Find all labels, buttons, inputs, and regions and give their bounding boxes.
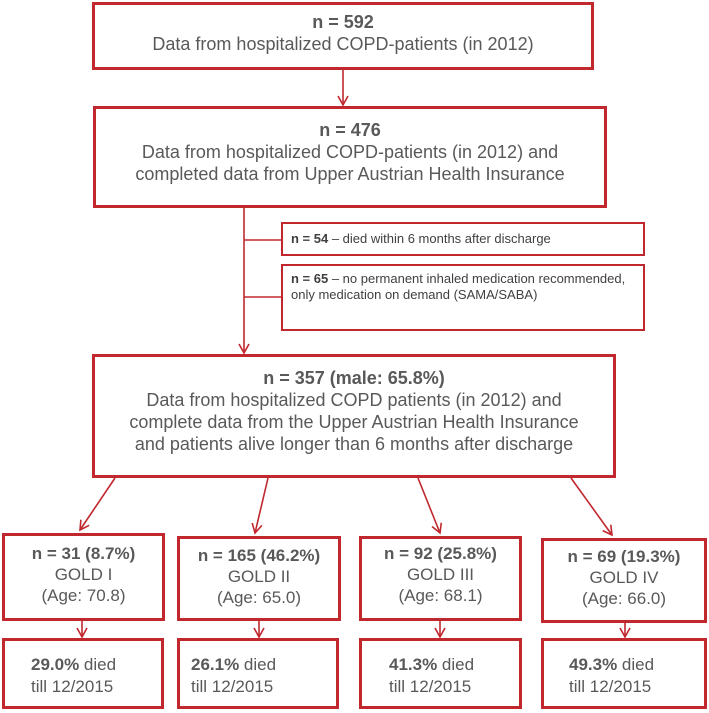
gold-3-box: [359, 536, 522, 621]
arrow-gold4: [571, 478, 612, 535]
excl1-n: n = 54: [291, 231, 329, 246]
gold-2-stage: GOLD II: [227, 567, 291, 586]
gold-4-box: [541, 538, 707, 623]
gold-2-died-label: died: [239, 655, 277, 674]
exclusion-medication-box: [281, 264, 645, 331]
gold-1-result-box: [2, 638, 164, 709]
final-n: n = 357 (male: 65.8%): [263, 368, 445, 388]
final-line3: and patients alive longer than 6 months after discharge: [134, 434, 574, 454]
excl2-n: n = 65: [291, 271, 329, 286]
total-desc: Data from hospitalized COPD-patients (in 2012): [152, 34, 534, 54]
gold-4-result-box: [541, 638, 707, 709]
exclusion-died-box: [281, 222, 645, 256]
gold-3-n: n = 92 (25.8%): [384, 544, 497, 563]
gold-1-age: (Age: 70.8): [41, 586, 126, 605]
gold-3-died-pct: 41.3%: [389, 655, 438, 674]
gold-3-age: (Age: 68.1): [398, 586, 483, 605]
gold-1-stage: GOLD I: [54, 565, 113, 584]
total-n: n = 592: [312, 12, 374, 32]
complete-data-box: [93, 106, 607, 208]
excl1-text: – died within 6 months after discharge: [328, 231, 551, 246]
gold-2-till: till 12/2015: [191, 677, 274, 696]
arrow-gold3: [418, 478, 440, 533]
excl2-text: – no permanent inhaled medication recommended, only medication on demand (SAMA/SABA): [291, 271, 626, 302]
arrow-gold2: [255, 478, 268, 533]
gold-2-age: (Age: 65.0): [216, 588, 302, 607]
gold-1-n: n = 31 (8.7%): [31, 544, 136, 563]
gold-4-till: till 12/2015: [569, 677, 652, 696]
gold-4-died-pct: 49.3%: [569, 655, 618, 674]
gold-3-till: till 12/2015: [389, 677, 472, 696]
gold-1-died-label: died: [79, 655, 117, 674]
gold-1-box: [2, 533, 165, 621]
complete-line1: Data from hospitalized COPD-patients (in 2012) and: [141, 142, 559, 162]
gold-4-stage: GOLD IV: [589, 568, 659, 587]
complete-n: n = 476: [319, 120, 381, 140]
gold-1-till: till 12/2015: [31, 677, 114, 696]
gold-3-died-label: died: [437, 655, 475, 674]
final-line2: complete data from the Upper Austrian Health Insurance: [129, 412, 579, 432]
complete-line2: completed data from Upper Austrian Health Insurance: [135, 164, 565, 184]
gold-4-died-label: died: [617, 655, 655, 674]
gold-1-died-pct: 29.0%: [31, 655, 80, 674]
gold-4-age: (Age: 66.0): [581, 589, 667, 608]
final-cohort-box: [92, 354, 616, 478]
gold-4-n: n = 69 (19.3%): [567, 547, 681, 566]
final-line1: Data from hospitalized COPD patients (in 2012) and: [146, 390, 562, 410]
gold-2-result-box: [177, 638, 339, 709]
gold-3-result-box: [359, 638, 522, 709]
arrow-gold1: [80, 478, 115, 530]
gold-2-n: n = 165 (46.2%): [197, 546, 321, 565]
gold-3-stage: GOLD III: [406, 565, 475, 584]
total-patients-box: [92, 2, 594, 70]
gold-2-box: [177, 536, 341, 621]
gold-2-died-pct: 26.1%: [191, 655, 240, 674]
